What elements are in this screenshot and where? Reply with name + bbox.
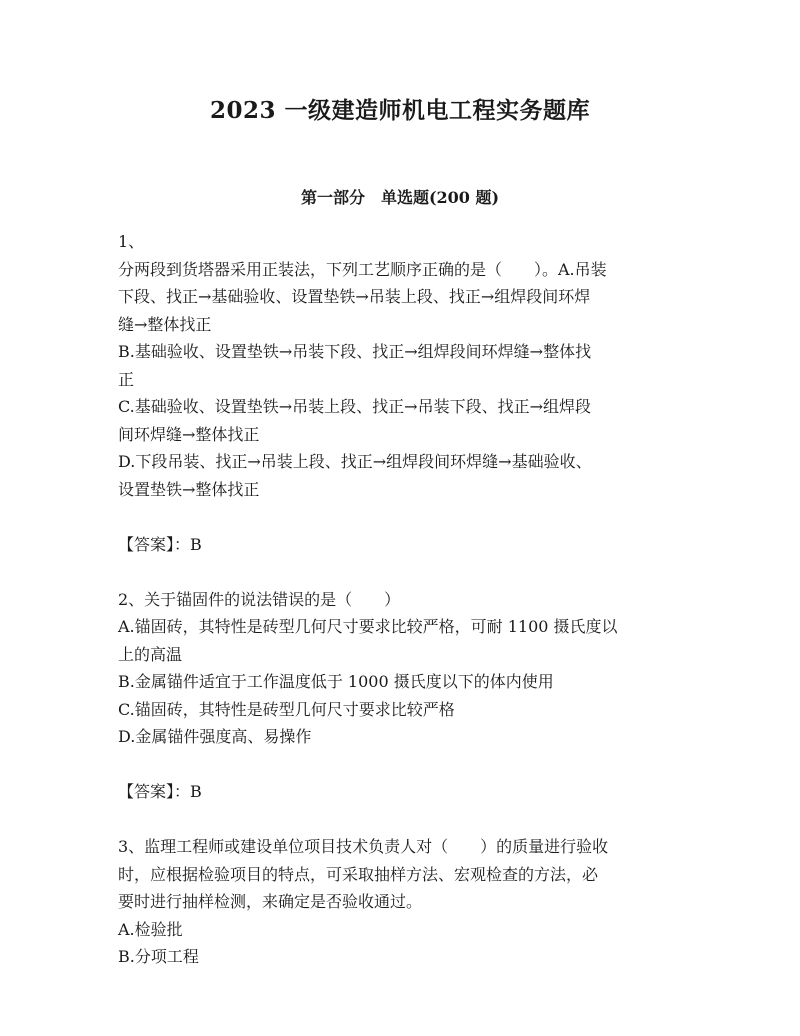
- option-line: 正: [118, 369, 135, 389]
- spacer: [118, 558, 683, 586]
- option-line: B.基础验收、设置垫铁→吊装下段、找正→组焊段间环焊缝→整体找: [118, 342, 592, 361]
- spacer: [118, 751, 683, 779]
- question-line: 下段、找正→基础验收、设置垫铁→吊装上段、找正→组焊段间环焊: [118, 287, 591, 306]
- document-title: 2023 一级建造师机电工程实务题库: [209, 97, 591, 124]
- section-heading: 第一部分 单选题(200 题): [300, 188, 500, 207]
- question-line: 3、监理工程师或建设单位项目技术负责人对（ ）的质量进行验收: [118, 837, 609, 856]
- option-line: 间环焊缝→整体找正: [118, 424, 260, 444]
- option-line: C.锚固砖，其特性是砖型几何尺寸要求比较严格: [118, 699, 455, 719]
- question-line: 2、关于锚固件的说法错误的是（ ）: [118, 589, 401, 609]
- option-line: D.下段吊装、找正→吊装上段、找正→组焊段间环焊缝→基础验收、: [118, 452, 592, 471]
- question-2: [118, 586, 683, 834]
- option-line: A.锚固砖，其特性是砖型几何尺寸要求比较严格，可耐 1100 摄氏度以: [118, 617, 618, 636]
- answer-text: 【答案】：B: [118, 534, 202, 554]
- option-line: D.金属锚件强度高、易操作: [118, 727, 312, 746]
- question-line: 要时进行抽样检测，来确定是否验收通过。: [118, 892, 423, 911]
- question-line: 缝→整体找正: [118, 314, 212, 334]
- spacer: [118, 503, 683, 531]
- option-line: 上的高温: [118, 644, 183, 664]
- question-list: [118, 228, 683, 971]
- question-line: 分两段到货塔器采用正装法，下列工艺顺序正确的是（ ）。A.吊装: [118, 259, 607, 279]
- option-line: A.检验批: [118, 919, 183, 939]
- question-line: 时，应根据检验项目的特点，可采取抽样方法、宏观检查的方法，必: [118, 864, 599, 884]
- question-line: 1、: [118, 232, 145, 251]
- option-line: C.基础验收、设置垫铁→吊装上段、找正→吊装下段、找正→组焊段: [118, 397, 591, 416]
- question-1: [118, 228, 683, 586]
- option-line: B.分项工程: [118, 947, 199, 966]
- question-3: [118, 833, 683, 971]
- option-line: B.金属锚件适宜于工作温度低于 1000 摄氏度以下的体内使用: [118, 672, 554, 691]
- spacer: [118, 806, 683, 834]
- answer-text: 【答案】：B: [118, 782, 202, 801]
- option-line: 设置垫铁→整体找正: [118, 479, 260, 499]
